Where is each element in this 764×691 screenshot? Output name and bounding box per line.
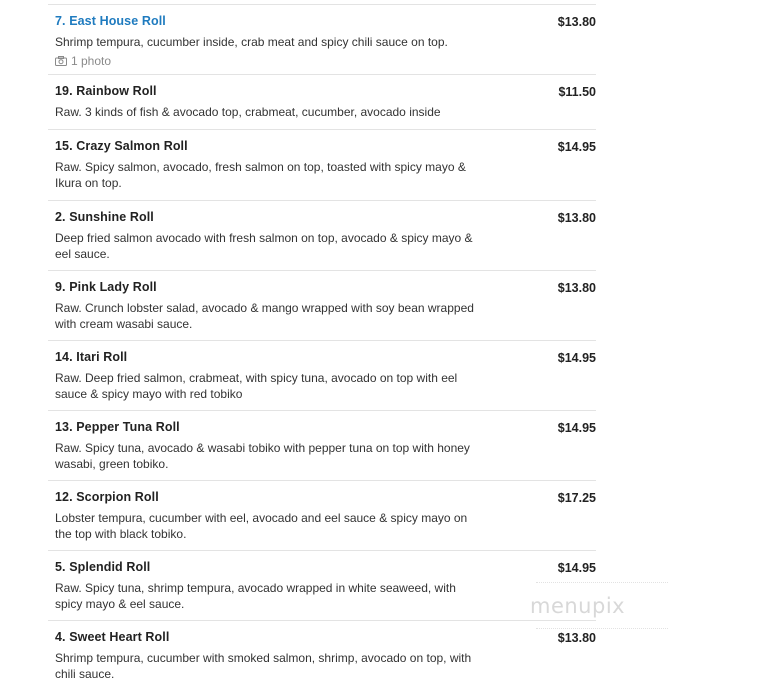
item-price: $14.95 — [557, 351, 596, 365]
menu-item — [48, 411, 596, 481]
item-price: $17.25 — [557, 491, 596, 505]
item-name: 15. Crazy Salmon Roll — [55, 139, 188, 153]
item-description: Raw. Deep fried salmon, crabmeat, with spicy tuna, avocado on top with eel sauce & spicy mayo with red tobiko — [55, 371, 458, 401]
item-name: 13. Pepper Tuna Roll — [55, 420, 180, 434]
menu-item — [48, 5, 596, 75]
menu-item — [48, 75, 596, 130]
item-description: Lobster tempura, cucumber with eel, avocado and eel sauce & spicy mayo on the top with black tobiko. — [55, 511, 468, 541]
item-price: $14.95 — [557, 421, 596, 435]
item-price: $13.80 — [557, 281, 596, 295]
menu-item — [48, 201, 596, 271]
item-description: Raw. 3 kinds of fish & avocado top, crabmeat, cucumber, avocado inside — [55, 105, 441, 119]
photo-count[interactable]: 1 photo — [71, 54, 112, 68]
item-name-link[interactable]: 7. East House Roll — [55, 14, 166, 28]
menu-item — [48, 481, 596, 551]
watermark-rule — [536, 582, 668, 583]
watermark-logo: menupix — [530, 594, 626, 618]
item-name: 2. Sunshine Roll — [55, 210, 154, 224]
menu-item — [48, 621, 596, 691]
item-description: Shrimp tempura, cucumber with smoked salmon, shrimp, avocado on top, with chili sauce. — [55, 651, 472, 681]
item-price: $11.50 — [558, 85, 596, 99]
item-name: 5. Splendid Roll — [55, 560, 151, 574]
photo-link[interactable] — [55, 54, 596, 68]
item-price: $13.80 — [557, 211, 596, 225]
item-description: Raw. Spicy tuna, shrimp tempura, avocado wrapped in white seaweed, with spicy mayo & eel sauce. — [55, 581, 456, 611]
item-name: 12. Scorpion Roll — [55, 490, 159, 504]
item-price: $13.80 — [557, 631, 596, 645]
item-description: Shrimp tempura, cucumber inside, crab meat and spicy chili sauce on top. — [55, 35, 448, 49]
item-name: 19. Rainbow Roll — [55, 84, 157, 98]
item-description: Raw. Crunch lobster salad, avocado & mango wrapped with soy bean wrapped with cream wasabi sauce. — [55, 301, 474, 331]
watermark-rule — [536, 628, 668, 629]
item-name: 4. Sweet Heart Roll — [55, 630, 170, 644]
item-description: Raw. Spicy tuna, avocado & wasabi tobiko with pepper tuna on top with honey wasabi, green tobiko. — [55, 441, 470, 471]
menu-item — [48, 551, 596, 621]
menu-item — [48, 130, 596, 201]
item-description: Deep fried salmon avocado with fresh salmon on top, avocado & spicy mayo & eel sauce. — [55, 231, 473, 261]
item-name: 14. Itari Roll — [55, 350, 128, 364]
camera-icon — [55, 56, 67, 66]
item-description: Raw. Spicy salmon, avocado, fresh salmon on top, toasted with spicy mayo & Ikura on top. — [55, 160, 466, 190]
item-name: 9. Pink Lady Roll — [55, 280, 157, 294]
menu-item — [48, 341, 596, 411]
menu-item — [48, 271, 596, 341]
item-price: $13.80 — [557, 15, 596, 29]
item-price: $14.95 — [557, 561, 596, 575]
menu-list — [48, 4, 596, 691]
item-price: $14.95 — [557, 140, 596, 154]
